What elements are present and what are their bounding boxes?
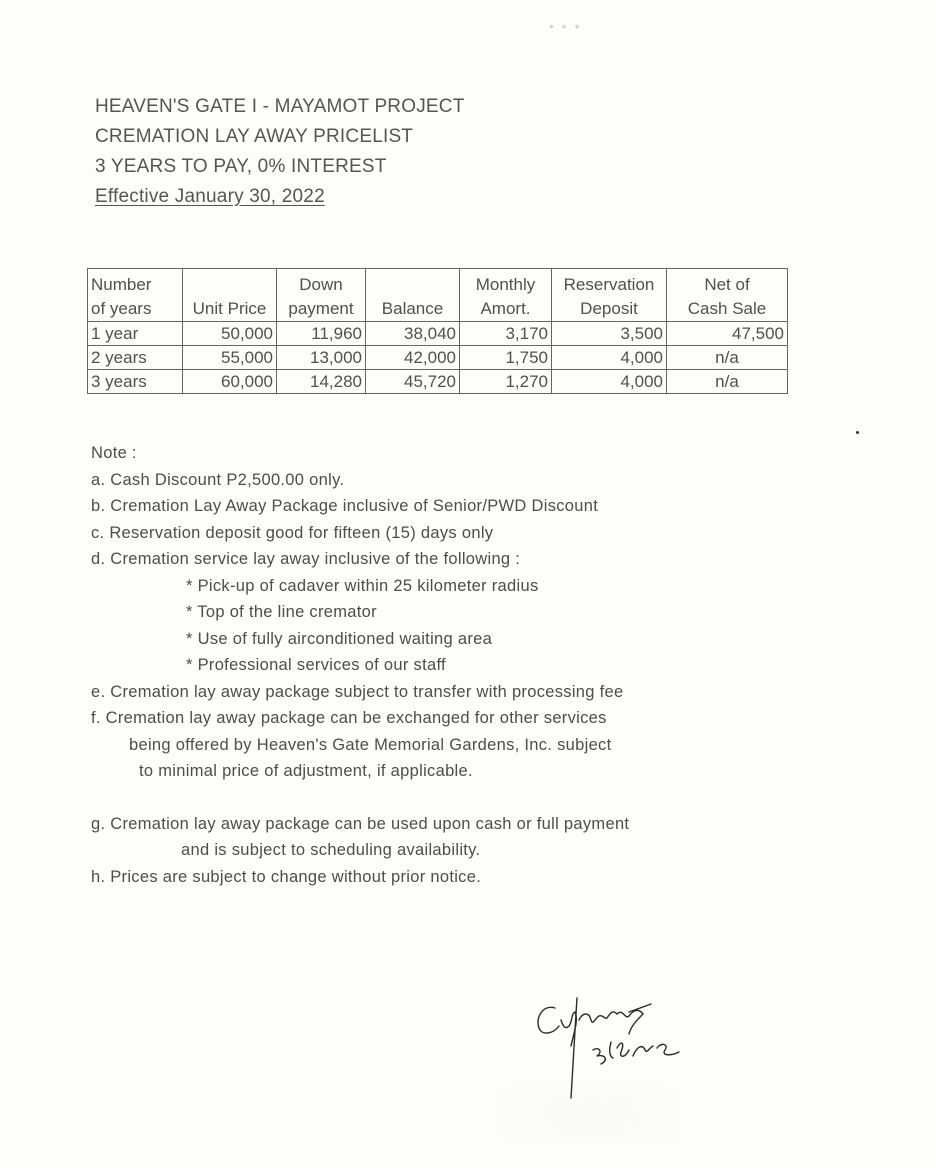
cell-reservation-deposit: 3,500 [552,322,667,346]
cell-monthly-amort: 1,270 [460,370,552,394]
note-b: b. Cremation Lay Away Package inclusive of Senior/PWD Discount [91,497,599,515]
cell-net-of-cash-sale: 47,500 [667,322,788,346]
header-down-payment: Down payment [277,269,366,322]
cell-reservation-deposit: 4,000 [552,370,667,394]
header-unit-price: Unit Price [183,269,277,322]
cell-reservation-deposit: 4,000 [552,346,667,370]
notes-title: Note : [91,444,137,462]
cell-balance: 38,040 [366,322,460,346]
cell-years: 2 years [88,346,183,370]
scan-speck [856,431,859,434]
note-a: a. Cash Discount P2,500.00 only. [91,470,345,489]
notes-section [91,440,629,890]
cell-net-of-cash-sale: n/a [667,346,788,370]
effective-date: Effective January 30, 2022 [95,186,325,207]
cell-years: 3 years [88,370,183,394]
table-row [88,346,788,370]
header-balance: Balance [366,269,460,322]
pricelist-table [87,268,788,394]
note-c: c. Reservation deposit good for fifteen (15) days only [91,523,494,542]
cell-net-of-cash-sale: n/a [667,370,788,394]
note-d-item: * Top of the line cremator [186,603,377,621]
note-d-item: * Use of fully airconditioned waiting area [186,629,493,648]
cell-balance: 45,720 [366,370,460,394]
project-title: HEAVEN'S GATE I - MAYAMOT PROJECT [95,96,465,117]
note-g: g. Cremation lay away package can be used upon cash or full payment [91,814,630,833]
note-h: h. Prices are subject to change without prior notice. [91,867,482,886]
header-reservation-deposit: Reservation Deposit [552,269,667,322]
handwritten-signature [533,990,703,1100]
cell-down-payment: 11,960 [277,322,366,346]
cell-down-payment: 14,280 [277,370,366,394]
cell-down-payment: 13,000 [277,346,366,370]
note-g-continued: and is subject to scheduling availability. [181,841,481,859]
header-monthly-amort: Monthly Amort. [460,269,552,322]
cell-monthly-amort: 1,750 [460,346,552,370]
cell-monthly-amort: 3,170 [460,322,552,346]
note-d-item: * Professional services of our staff [186,656,446,674]
note-f-continued: to minimal price of adjustment, if applicable. [139,762,473,780]
header-net-of-cash-sale: Net of Cash Sale [667,269,788,322]
document-header [95,92,465,212]
cell-unit-price: 55,000 [183,346,277,370]
cell-unit-price: 60,000 [183,370,277,394]
table-row [88,322,788,346]
note-e: e. Cremation lay away package subject to transfer with processing fee [91,682,624,701]
note-f: f. Cremation lay away package can be exchanged for other services [91,709,607,727]
note-d-item: * Pick-up of cadaver within 25 kilometer radius [186,576,539,595]
cell-balance: 42,000 [366,346,460,370]
note-f-continued: being offered by Heaven's Gate Memorial Gardens, Inc. subject [129,735,612,754]
note-d: d. Cremation service lay away inclusive of the following : [91,550,521,568]
cell-unit-price: 50,000 [183,322,277,346]
table-header-row [88,269,788,322]
payment-terms: 3 YEARS TO PAY, 0% INTEREST [95,156,387,177]
cell-years: 1 year [88,322,183,346]
table-row [88,370,788,394]
notes-spacer [91,785,629,811]
pricelist-title: CREMATION LAY AWAY PRICELIST [95,126,414,147]
scan-dots: • • • [549,18,582,34]
header-number-of-years: Number of years [88,269,183,322]
